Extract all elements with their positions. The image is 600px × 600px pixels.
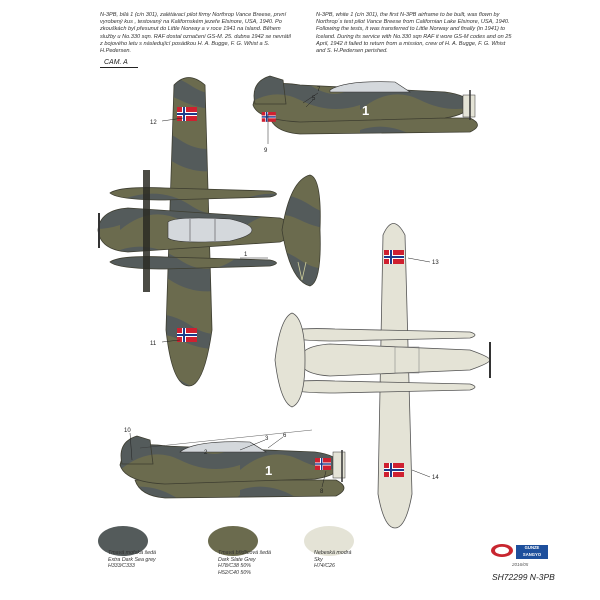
top-view-tailplane (282, 175, 320, 286)
bottom-view-float-lower (280, 381, 475, 393)
publication-code: 2016/05 (512, 562, 529, 567)
top-view-float-upper (110, 188, 277, 200)
top-view-canopy (168, 218, 252, 242)
top-view-float-lower (110, 257, 277, 269)
side-view-upper-number: 1 (362, 103, 370, 118)
swatch-label-sky: Nebeská modrá Sky H74/C26 (314, 550, 352, 570)
side-view-upper-tail-flag (262, 112, 276, 122)
side-view-upper-canopy (330, 82, 410, 92)
callout-11: 11 (150, 341, 157, 347)
intro-text-czech: N-3PB, bílá 1 (c/n 301), zalétávací pilot firmy Northrop Vance Breese, první vyrobený kus , testovaný na Kalifornském jezeře Elsinore, USA, 1940. Po zkouškách byl přesunut do Little Norway a v roce 1941 na Island. Během služby u No.330 sqn. RAF dostal označení GS-M. 25. dubna 1942 se nevrátil z bojového letu s následující posádkou H. A. Bugge, F. G. Whist a S. H.Pedersen. (100, 12, 291, 55)
bottom-view-wing (378, 224, 412, 529)
kit-number: SH72299 N-3PB (492, 572, 555, 582)
callout-5: 5 (312, 96, 316, 102)
side-view-lower-tail (121, 436, 153, 464)
bottom-view-float-upper (280, 329, 475, 341)
special-hobby-logo (490, 543, 514, 558)
callout-2: 2 (204, 450, 208, 456)
bottom-view-tailplane (275, 313, 305, 407)
callout-1: 1 (244, 252, 248, 258)
callout-14: 14 (432, 475, 439, 481)
swatch-label-extra-dark-sea-grey: Tmavá mořská šedá Extra Dark Sea grey H333/C333 (108, 550, 156, 570)
gunze-sangyo-logo: GUNZE SANGYO (516, 545, 548, 559)
side-view-upper-tail (254, 76, 286, 104)
swatch-label-dark-slate-grey: Tmavá břidlicová šedá Dark Slate Grey H78/C38 50% H52/C40 50% (218, 550, 271, 576)
top-wing-flag-upper (177, 107, 197, 121)
callout-10: 10 (124, 428, 131, 434)
side-view-lower-aircraft (120, 430, 345, 498)
side-view-lower-canopy (180, 442, 266, 452)
callout-3: 3 (265, 436, 269, 442)
callout-13: 13 (432, 260, 439, 266)
bottom-wing-flag-upper (384, 250, 404, 264)
callout-7: 7 (317, 87, 321, 93)
camouflage-label: CAM. A (104, 59, 128, 66)
callout-6: 6 (283, 433, 287, 439)
top-wing-flag-lower (177, 328, 197, 342)
callout-8: 8 (320, 489, 324, 495)
bottom-wing-flag-lower (384, 463, 404, 477)
side-view-upper-aircraft (253, 76, 478, 134)
side-view-lower-number: 1 (265, 463, 273, 478)
callout-9: 9 (264, 148, 268, 154)
intro-text-english: N-3PB, white 1 (c/n 301), the first N-3PB airframe to be built, was flown by Northrop´s test pilot Vance Breese from Californian Lake Elsinore, USA, 1940. Following the tests, it was transferred to Little Norway and finally (in 1941) to Iceland. During its service with No.330 sqn RAF it wore GS-M codes and on 25 April, 1942 it failed to return from a mission, crew of H. A. Bugge, F. G. Whist and S. H.Pedersen perished. (316, 12, 512, 55)
callout-12: 12 (150, 120, 157, 126)
